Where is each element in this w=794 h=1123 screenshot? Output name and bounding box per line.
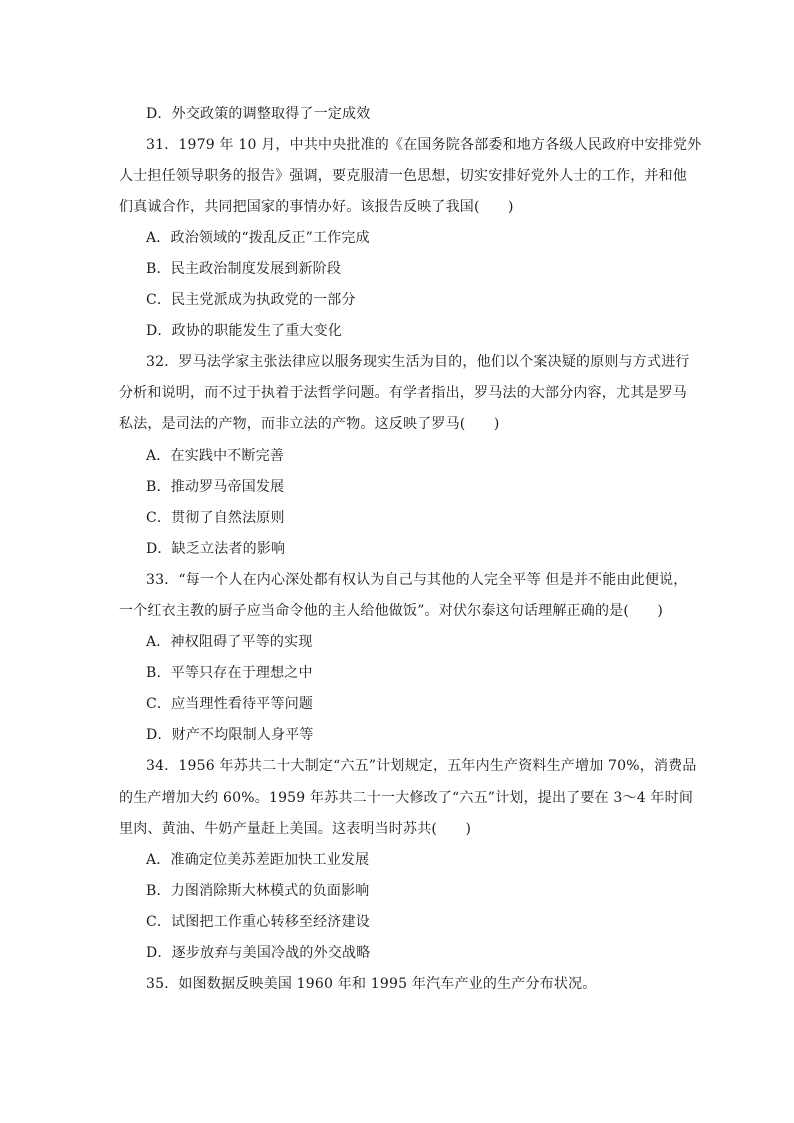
q32-option-a: A．在实践中不断完善 (146, 448, 285, 464)
q32-stem-line-1: 32．罗马法学家主张法律应以服务现实生活为目的，他们以个案决疑的原则与方式进行 (146, 354, 690, 370)
q32-option-b: B．推动罗马帝国发展 (146, 479, 285, 495)
prev-question-option-d: D．外交政策的调整取得了一定成效 (146, 106, 371, 122)
q32-stem-line-2: 分析和说明，而不过于执着于法哲学问题。有学者指出，罗马法的大部分内容，尤其是罗马 (119, 385, 687, 401)
q31-option-d: D．政协的职能发生了重大变化 (146, 323, 343, 339)
q31-stem-line-1: 31．1979 年 10 月，中共中央批准的《在国务院各部委和地方各级人民政府中安排党外 (146, 137, 702, 153)
q31-option-c: C．民主党派成为执政党的一部分 (146, 292, 356, 308)
q32-option-c: C．贯彻了自然法原则 (146, 510, 285, 526)
q34-stem-line-1: 34．1956 年苏共二十大制定“六五”计划规定，五年内生产资料生产增加 70%，消费品 (146, 758, 697, 774)
q33-option-c: C．应当理性看待平等问题 (146, 696, 314, 712)
q31-option-a: A．政治领域的“拨乱反正”工作完成 (146, 230, 370, 246)
q34-stem-line-3: 里肉、黄油、牛奶产量赶上美国。这表明当时苏共( ) (119, 821, 472, 837)
q33-option-d: D．财产不均限制人身平等 (146, 727, 314, 743)
q34-option-a: A．准确定位美苏差距加快工业发展 (146, 852, 370, 868)
q32-option-d: D．缺乏立法者的影响 (146, 541, 286, 557)
q32-stem-line-3: 私法，是司法的产物，而非立法的产物。这反映了罗马( ) (119, 416, 500, 432)
q31-stem-line-3: 们真诚合作，共同把国家的事情办好。该报告反映了我国( ) (119, 199, 514, 215)
q33-stem-line-2: 一个红衣主教的厨子应当命令他的主人给他做饭”。对伏尔泰这句话理解正确的是( ) (119, 603, 664, 619)
q33-option-a: A．神权阻碍了平等的实现 (146, 634, 313, 650)
q33-stem-line-1: 33．“每一个人在内心深处都有权认为自己与其他的人完全平等 但是并不能由此便说， (146, 572, 688, 588)
q34-option-d: D．逐步放弃与美国冷战的外交战略 (146, 945, 371, 961)
q34-stem-line-2: 的生产增加大约 60%。1959 年苏共二十一大修改了“六五”计划，提出了要在 3～4 年时间 (119, 790, 694, 806)
q35-stem-line-1: 35．如图数据反映美国 1960 年和 1995 年汽车产业的生产分布状况。 (146, 976, 597, 992)
q33-option-b: B．平等只存在于理想之中 (146, 665, 313, 681)
q34-option-b: B．力图消除斯大林模式的负面影响 (146, 883, 370, 899)
q31-stem-line-2: 人士担任领导职务的报告》强调，要克服清一色思想，切实安排好党外人士的工作，并和他 (119, 168, 687, 184)
q34-option-c: C．试图把工作重心转移至经济建设 (146, 914, 370, 930)
q31-option-b: B．民主政治制度发展到新阶段 (146, 261, 342, 277)
